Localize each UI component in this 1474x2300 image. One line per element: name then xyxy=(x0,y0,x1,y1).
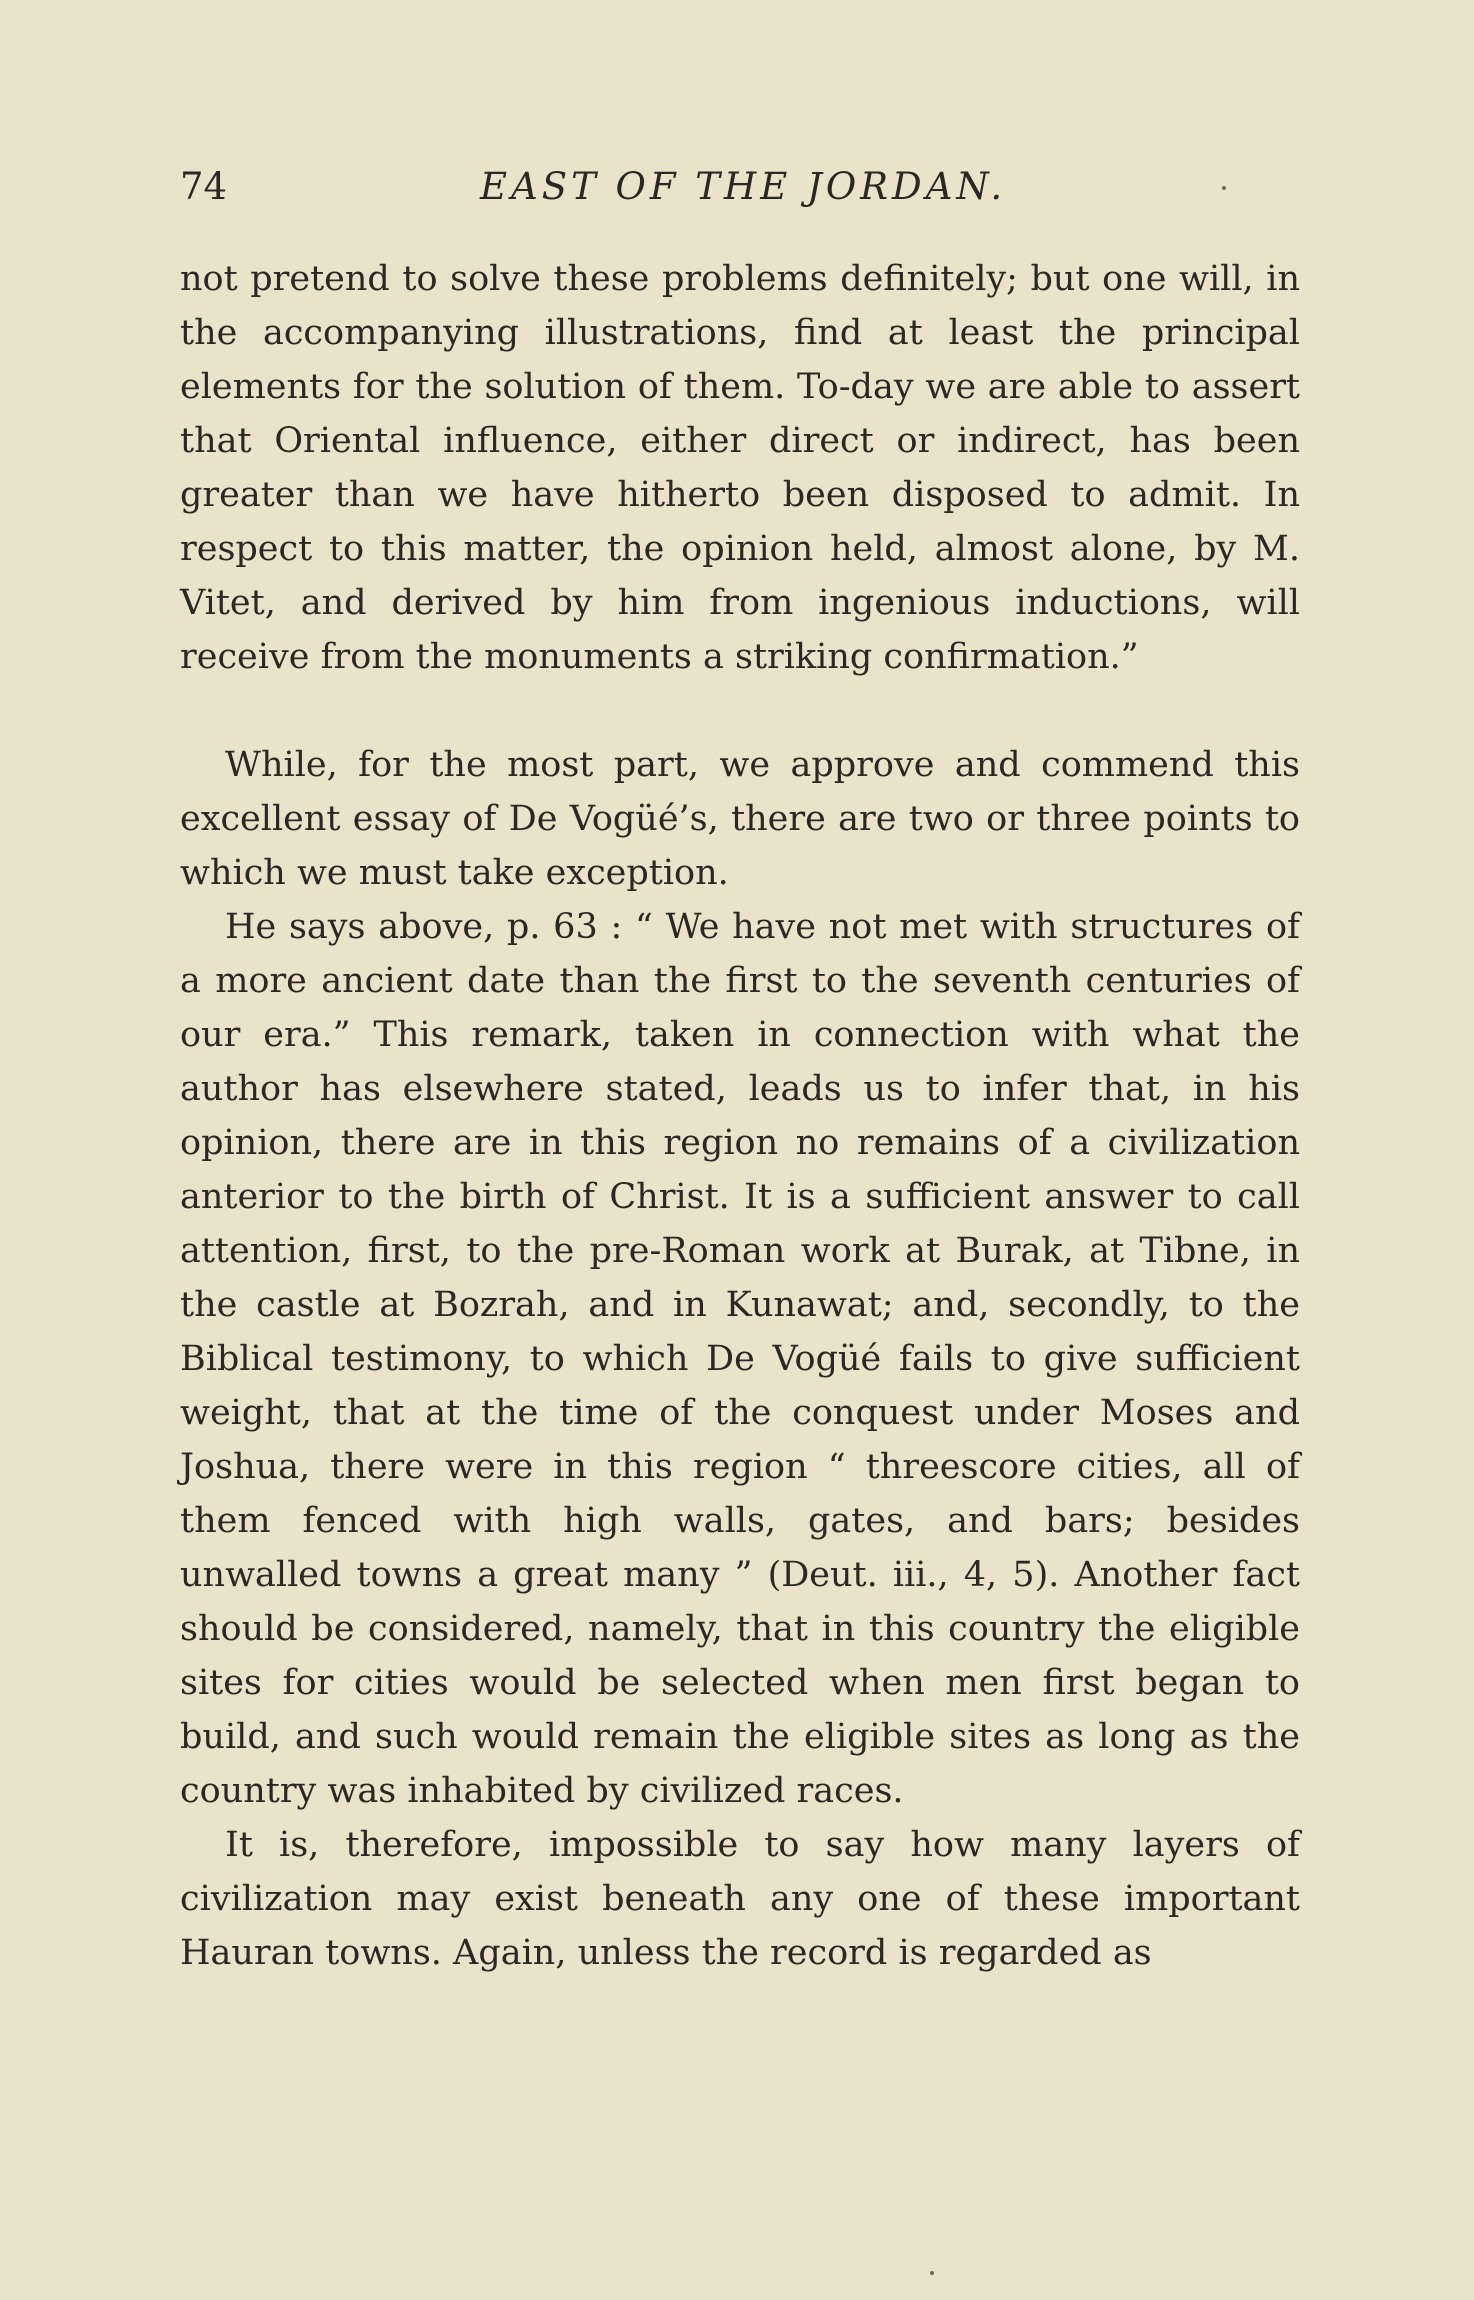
paragraph-structures: He says above, p. 63 : “ We have not met with structures of a more ancient date than the first to the seventh centuries of our era.” This remark, taken in connection with what the author has elsewhere stated, leads us to infer that, in his opinion, there are in this region no remains of a civilization anterior to the birth of Christ. It is a sufficient answer to call attention, first, to the pre-Roman work at Burak, at Tibne, in the castle at Bozrah, and in Kunawat; and, secondly, to the Biblical testimony, to which De Vogüé fails to give sufficient weight, that at the time of the conquest under Moses and Joshua, there were in this region “ threescore cities, all of them fenced with high walls, gates, and bars; besides unwalled towns a great many ” (Deut. iii., 4, 5). Another fact should be considered, namely, that in this country the eligible sites for cities would be selected when men first began to build, and such would remain the eligible sites as long as the country was inhabited by civilized races. xyxy=(180,907,1300,1811)
paper-speck xyxy=(1222,186,1226,190)
body-text xyxy=(180,252,1300,1980)
page-header xyxy=(180,165,1300,215)
page-number: 74 xyxy=(180,165,228,208)
paragraph-continued: not pretend to solve these problems definitely; but one will, in the accompanying illustrations, find at least the principal elements for the solution of them. To-day we are able to assert that Oriental influence, either direct or indirect, has been greater than we have hitherto been disposed to admit. In respect to this matter, the opinion held, almost alone, by M. Vitet, and derived by him from ingenious inductions, will receive from the monuments a striking confirmation.” xyxy=(180,259,1300,677)
running-title: EAST OF THE JORDAN. xyxy=(480,165,1007,208)
paper-speck xyxy=(930,2271,934,2275)
paragraph-vogue-essay: While, for the most part, we approve and commend this excellent essay of De Vogüé’s, there are two or three points to which we must take exception. xyxy=(180,745,1300,893)
paragraph-civilization-layers: It is, therefore, impossible to say how many layers of civilization may exist beneath any one of these important Hauran towns. Again, unless the record is regarded as xyxy=(180,1825,1300,1973)
